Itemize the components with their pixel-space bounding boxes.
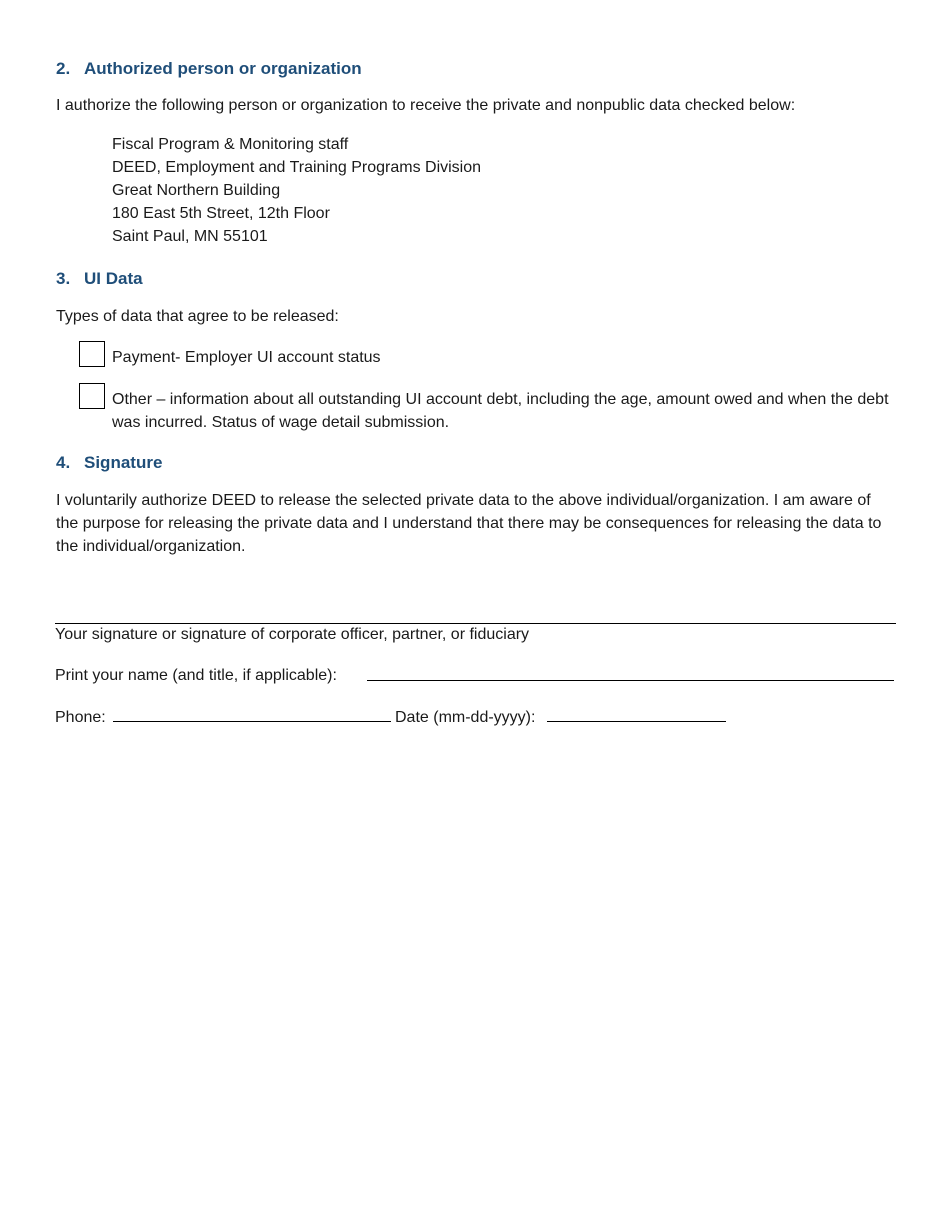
- date-label: Date (mm-dd-yyyy):: [395, 709, 536, 726]
- section-2-heading: [56, 59, 362, 79]
- address-line: Fiscal Program & Monitoring staff: [112, 136, 349, 153]
- signature-caption: Your signature or signature of corporate officer, partner, or fiduciary: [55, 626, 530, 643]
- section-3-heading: [56, 269, 143, 289]
- section-2-title: Authorized person or organization: [84, 59, 362, 78]
- address-line: Great Northern Building: [112, 182, 281, 199]
- other-debt-label: Other – information about all outstanding UI account debt, including the age, amount owed and when the debt was incurred. Status of wage detail submission.: [112, 391, 889, 431]
- phone-label: Phone:: [55, 709, 106, 726]
- print-name-label: Print your name (and title, if applicable):: [55, 667, 337, 684]
- section-2-number: 2.: [56, 59, 71, 78]
- section-3-title: UI Data: [84, 269, 143, 288]
- address-line: 180 East 5th Street, 12th Floor: [112, 205, 330, 222]
- section-4-number: 4.: [56, 453, 71, 472]
- section-4-heading: [56, 453, 162, 473]
- payment-status-label: Payment- Employer UI account status: [112, 349, 381, 366]
- section-3-number: 3.: [56, 269, 71, 288]
- section-4-title: Signature: [84, 453, 163, 472]
- signature-authorization-paragraph: I voluntarily authorize DEED to release the selected private data to the above individual/organization. I am aware of the purpose for releasing the private data and I understand that there may be consequences for releasing the data to the individual/organization.: [56, 492, 882, 555]
- date-field[interactable]: [547, 721, 726, 722]
- address-line: Saint Paul, MN 55101: [112, 228, 268, 245]
- other-debt-checkbox[interactable]: [79, 383, 105, 409]
- print-name-field[interactable]: [367, 680, 894, 681]
- payment-status-checkbox[interactable]: [79, 341, 105, 367]
- section-3-intro: Types of data that agree to be released:: [56, 308, 339, 325]
- phone-field[interactable]: [113, 721, 391, 722]
- section-2-intro: I authorize the following person or organization to receive the private and nonpublic data checked below:: [56, 97, 796, 114]
- address-line: DEED, Employment and Training Programs Division: [112, 159, 482, 176]
